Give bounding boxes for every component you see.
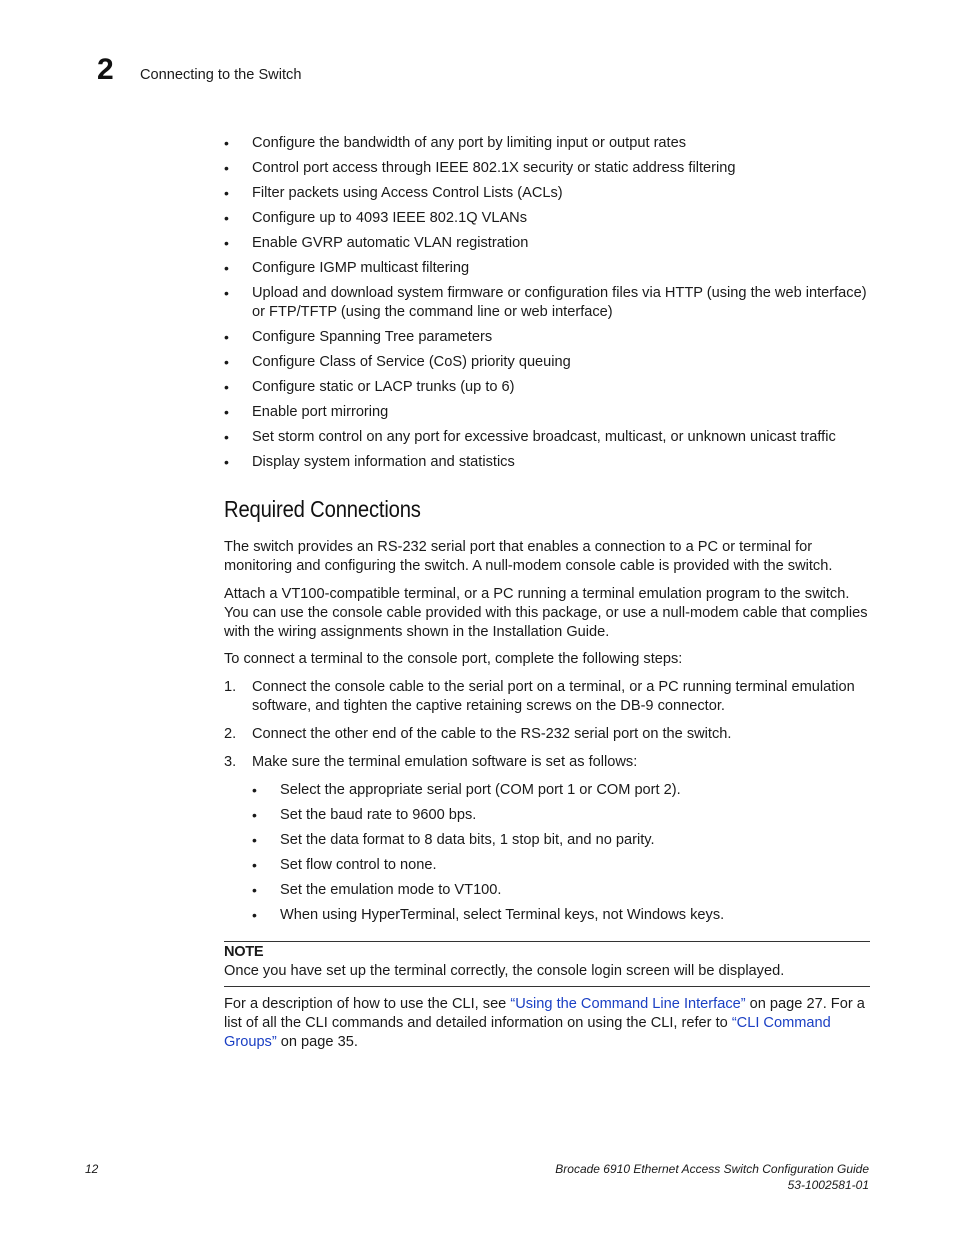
- list-item: • Enable GVRP automatic VLAN registration: [224, 235, 529, 251]
- note-label: NOTE: [224, 944, 264, 960]
- note-text: Once you have set up the terminal correctly, the console login screen will be displayed.: [224, 963, 785, 979]
- step-item: 2. Connect the other end of the cable to the RS-232 serial port on the switch.: [224, 726, 732, 742]
- section-heading: Required Connections: [224, 496, 421, 522]
- list-item: • Select the appropriate serial port (COM port 1 or COM port 2).: [252, 782, 681, 798]
- list-item: • Configure static or LACP trunks (up to 6): [224, 378, 515, 395]
- chapter-number: 2: [97, 53, 114, 86]
- list-item: • Set flow control to none.: [252, 857, 437, 873]
- list-item: • Configure Class of Service (CoS) priority queuing: [224, 353, 571, 370]
- cli-interface-link[interactable]: “Using the Command Line Interface”: [510, 996, 746, 1012]
- list-item: • Configure IGMP multicast filtering: [224, 260, 470, 276]
- list-item: • Configure up to 4093 IEEE 802.1Q VLANs: [224, 210, 528, 226]
- list-item: • When using HyperTerminal, select Terminal keys, not Windows keys.: [252, 907, 725, 923]
- doc-title: Brocade 6910 Ethernet Access Switch Configuration Guide: [555, 1162, 869, 1176]
- chapter-title: Connecting to the Switch: [140, 67, 302, 83]
- step-item: 3. Make sure the terminal emulation software is set as follows:: [224, 754, 638, 770]
- list-item: • Configure the bandwidth of any port by limiting input or output rates: [224, 135, 687, 151]
- list-item: • Configure Spanning Tree parameters: [224, 328, 493, 345]
- doc-number: 53-1002581-01: [787, 1178, 869, 1192]
- intro-paragraph: The switch provides an RS-232 serial port that enables a connection to a PC or terminal for monitoring and configuring the switch. A null-modem console cable is provided with the switch.: [224, 539, 833, 574]
- list-item: • Set the baud rate to 9600 bps.: [252, 807, 477, 823]
- list-item: • Enable port mirroring: [224, 403, 389, 420]
- list-item: • Display system information and statistics: [224, 453, 515, 470]
- footer-doc-info: [555, 1161, 869, 1193]
- steps-list: [224, 678, 870, 716]
- cli-command-groups-link[interactable]: “CLI Command Groups”: [224, 1015, 831, 1050]
- list-item: • Set the emulation mode to VT100.: [252, 882, 502, 898]
- list-item: • Upload and download system firmware or configuration files via HTTP (using the web interface) or FTP/TFTP (using the command line or web interface): [224, 285, 867, 320]
- list-item: • Set the data format to 8 data bits, 1 stop bit, and no parity.: [252, 832, 655, 848]
- list-item: • Set storm control on any port for excessive broadcast, multicast, or unknown unicast traffic: [224, 428, 836, 445]
- step-item: 1. Connect the console cable to the serial port on a terminal, or a PC running terminal emulation software, and tighten the captive retaining screws on the DB-9 connector.: [224, 679, 855, 714]
- terminal-settings-list: [252, 781, 872, 931]
- steps-list-3: [224, 753, 870, 772]
- closing-paragraph: For a description of how to use the CLI, see “Using the Command Line Interface” on page 27. For a list of all the CLI commands and detailed information on using the CLI, refer to “CLI Command Groups” on page 35.: [224, 996, 865, 1050]
- steps-intro-paragraph: To connect a terminal to the console port, complete the following steps:: [224, 651, 683, 667]
- list-item: • Control port access through IEEE 802.1X security or static address filtering: [224, 160, 736, 176]
- page-number: 12: [85, 1162, 99, 1176]
- note-box: [224, 941, 870, 987]
- attach-paragraph: Attach a VT100-compatible terminal, or a PC running a terminal emulation program to the switch. You can use the console cable provided with this package, or use a null-modem cable that complies with the wiring assignments shown in the Installation Guide.: [224, 586, 868, 640]
- feature-bullet-list: [224, 134, 874, 478]
- list-item: • Filter packets using Access Control Lists (ACLs): [224, 185, 563, 201]
- steps-list-2: [224, 725, 870, 744]
